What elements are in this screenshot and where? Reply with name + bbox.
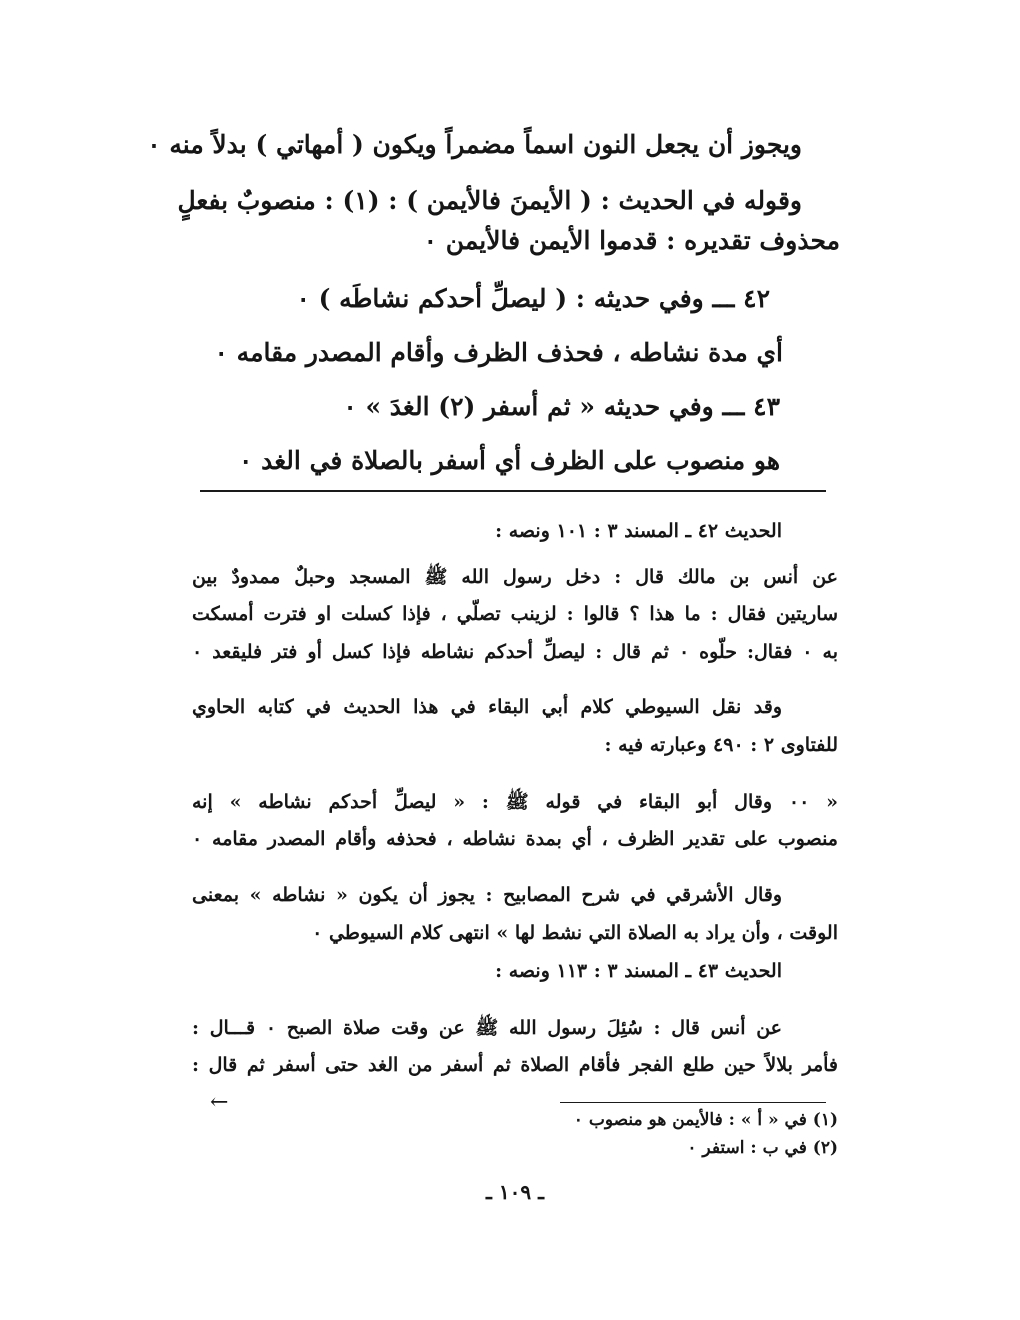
note-line: عن أنس بن مالك قال : دخل رسول الله ﷺ المسجد وحبلٌ ممدودٌ بين [192, 566, 838, 588]
note-line: « ٠٠ وقال أبو البقاء في قوله ﷺ : « ليصلِّ أحدكم نشاطه » إنه [192, 791, 838, 813]
note-line: للفتاوى ٢ : ٤٩٠ وعبارته فيه : [604, 734, 838, 756]
main-line-4: ٤٢ ـــ وفي حديثه : ( ليصلِّ أحدكم نشاطَه ) ٠ [296, 284, 770, 313]
page-number: ـ ١٠٩ ـ [486, 1180, 544, 1204]
note-heading-42: الحديث ٤٢ ـ المسند ٣ : ١٠١ ونصه : [495, 520, 782, 542]
continuation-arrow-icon: ← [210, 1090, 229, 1115]
section-divider [200, 490, 826, 492]
main-line-5: أي مدة نشاطه ، فحذف الظرف وأقام المصدر مقامه ٠ [214, 338, 783, 367]
main-line-6: ٤٣ ـــ وفي حديثه « ثم أسفر (٢) الغدَ » ٠ [343, 392, 780, 421]
main-line-1: ويجوز أن يجعل النون اسماً مضمراً ويكون ( أمهاتي ) بدلاً منه ٠ [147, 130, 802, 159]
footnote-2: (٢) في ب : استفر ٠ [687, 1138, 838, 1158]
note-heading-43: الحديث ٤٣ ـ المسند ٣ : ١١٣ ونصه : [495, 960, 782, 982]
note-line: به ٠ فقال: حلّوه ٠ ثم قال : ليصلِّ أحدكم نشاطه فإذا كسل أو فتر فليقعد ٠ [192, 641, 838, 663]
main-line-3: محذوف تقديره : قدموا الأيمن فالأيمن ٠ [423, 226, 840, 255]
note-line: عن أنس قال : سُئِلَ رسول الله ﷺ عن وقت صلاة الصبح ٠ قـــال : [192, 1017, 782, 1039]
main-line-2: وقوله في الحديث : ( الأيمنَ فالأيمن ) : (١) : منصوبٌ بفعلٍ [177, 186, 802, 215]
note-line: وقد نقل السيوطي كلام أبي البقاء في هذا الحديث في كتابه الحاوي [192, 696, 782, 718]
note-line: فأمر بلالاً حين طلع الفجر فأقام الصلاة ثم أسفر من الغد حتى أسفر ثم قال : [192, 1054, 838, 1076]
note-line: الوقت ، وأن يراد به الصلاة التي نشط لها » انتهى كلام السيوطي ٠ [312, 922, 838, 944]
note-line: منصوب على تقدير الظرف ، أي بمدة نشاطه ، فحذفه وأقام المصدر مقامه ٠ [192, 828, 838, 850]
main-line-7: هو منصوب على الظرف أي أسفر بالصلاة في الغد ٠ [238, 446, 780, 475]
note-line: وقال الأشرقي في شرح المصابيح : يجوز أن يكون « نشاطه » بمعنى [192, 884, 782, 906]
note-line: ساريتين فقال : ما هذا ؟ قالوا : لزينب تصلّي ، فإذا كسلت او فترت أمسكت [192, 603, 838, 625]
footnote-1: (١) في « أ » : فالأيمن هو منصوب ٠ [573, 1110, 838, 1130]
footnote-divider [560, 1102, 826, 1103]
